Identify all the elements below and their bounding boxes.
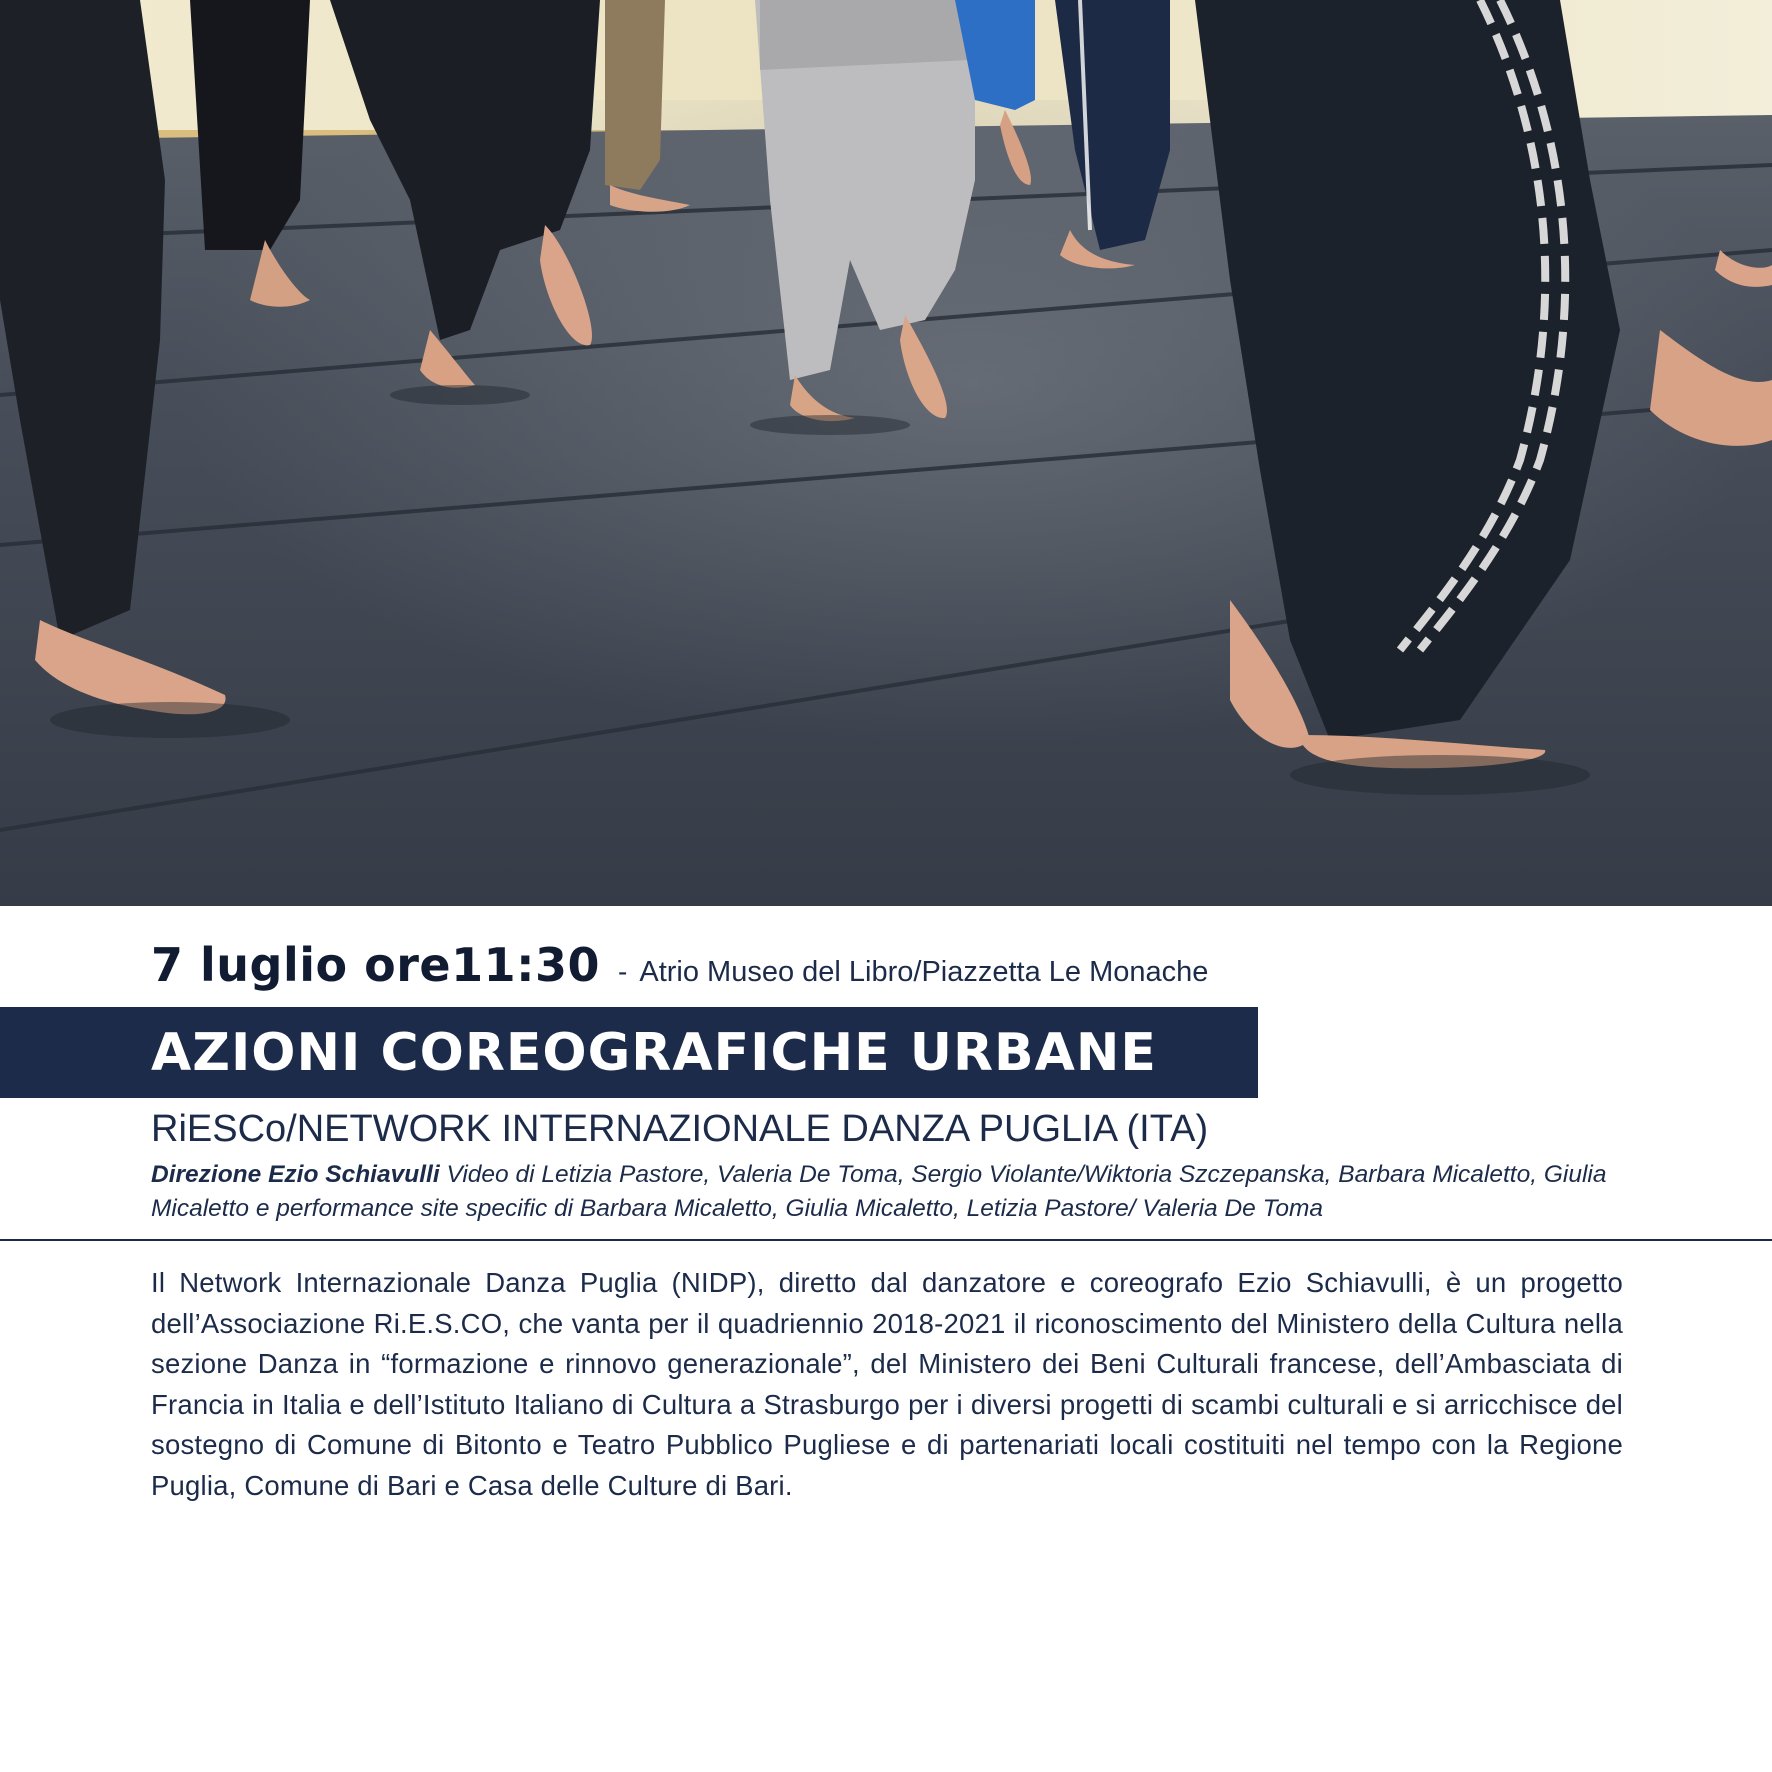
event-date-line — [151, 938, 1651, 1002]
divider-rule — [0, 1239, 1772, 1241]
event-date: 7 luglio ore11:30 — [151, 938, 601, 992]
date-separator: - — [618, 956, 628, 987]
event-credits — [151, 1158, 1631, 1226]
credits-direction: Direzione Ezio Schiavulli — [151, 1161, 440, 1188]
event-subtitle: RiESCo/NETWORK INTERNAZIONALE DANZA PUGLIA (ITA) — [151, 1108, 1209, 1150]
event-venue: Atrio Museo del Libro/Piazzetta Le Monache — [639, 956, 1209, 988]
event-description: Il Network Internazionale Danza Puglia (NIDP), diretto dal danzatore e coreografo Ezio Schiavulli, è un progetto dell’Associazione Ri.E.S.CO, che vanta per il quadriennio 2018-2021 il riconoscimento del Ministero della Cultura nella sezione Danza in “formazione e rinnovo generazionale”, del Ministero dei Beni Culturali francese, dell’Ambasciata di Francia in Italia e dell’Istituto Italiano di Cultura a Strasburgo per i diversi progetti di scambi culturali e si arricchisce del sostegno di Comune di Bitonto e Teatro Pubblico Pugliese e di partenariati locali costituiti nel tempo con la Regione Puglia, Comune di Bari e Casa delle Culture di Bari. — [151, 1267, 1623, 1501]
event-title: AZIONI COREOGRAFICHE URBANE — [151, 1023, 1157, 1083]
credits-details: Video di Letizia Pastore, Valeria De Toma, Sergio Violante/Wiktoria Szczepanska, Barbara Micaletto, Giulia Micaletto e performance site specific di Barbara Micaletto, Giulia Micaletto, Letizia Pastore/ Valeria De Toma — [151, 1161, 1607, 1222]
